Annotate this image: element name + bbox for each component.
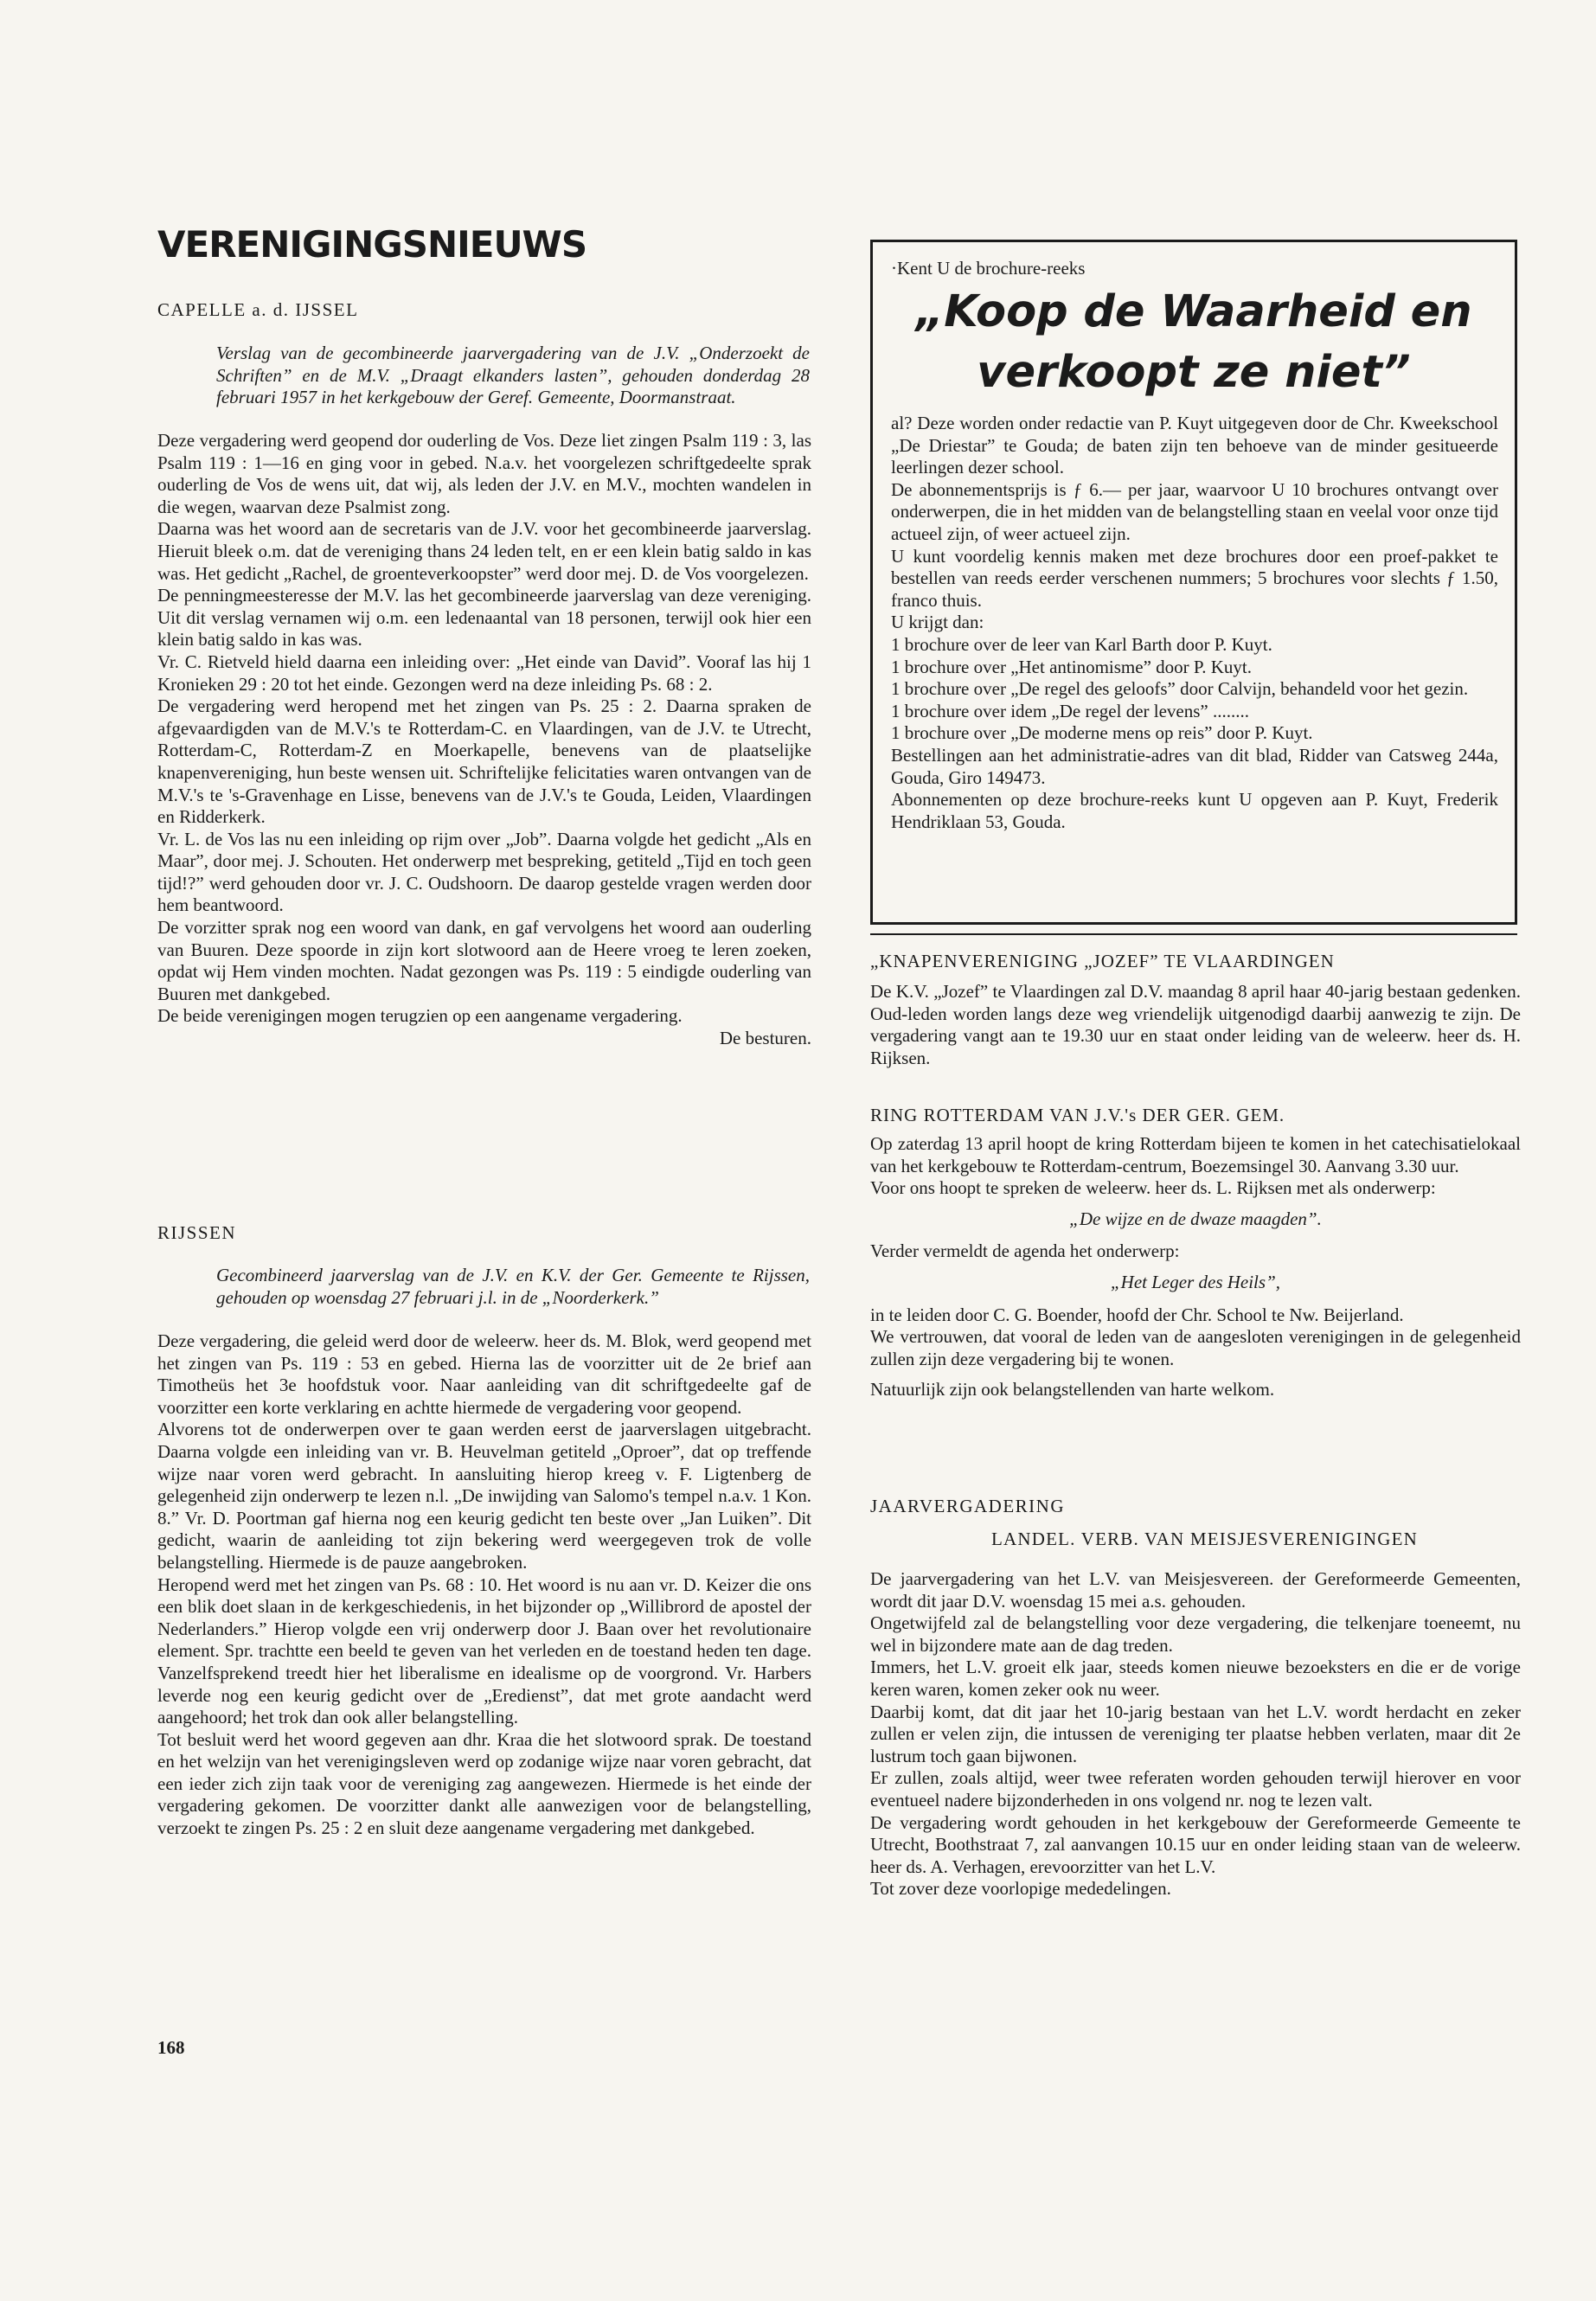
ring-paragraph: in te leiden door C. G. Boender, hoofd der Chr. School te Nw. Beijerland. [870,1304,1404,1325]
jaarvergadering-subheading: LANDEL. VERB. VAN MEISJESVERENIGINGEN [991,1529,1418,1549]
brochure-closing: Bestellingen aan het administratie-adres van dit blad, Ridder van Catsweg 244a, Gouda, Giro 149473. [891,744,1498,788]
ring-paragraph: Natuurlijk zijn ook belangstellenden van harte welkom. [870,1379,1275,1400]
brochure-item: 1 brochure over de leer van Karl Barth door P. Kuyt. [891,633,1272,655]
jaarvergadering-paragraph: De vergadering wordt gehouden in het kerkgebouw der Gereformeerde Gemeente te Utrecht, Boothstraat 7, zal aanvangen 10.15 uur en onder leiding staan van de weleerw. heer ds. A. Verhagen, erevoorzitter van het L.V. [870,1811,1521,1877]
capelle-paragraph: De beide verenigingen mogen terugzien op een aangename vergadering. [157,1005,683,1027]
ring-paragraph: Verder vermeldt de agenda het onderwerp: [870,1240,1180,1262]
jaarvergadering-body [870,1568,1521,1900]
brochure-paragraph: U kunt voordelig kennis maken met deze brochures door een proef-pakket te bestellen van reeds eerder verschenen nummers; 5 brochures voor slechts ƒ 1.50, franco thuis. [891,545,1498,611]
brochure-paragraph: U krijgt dan: [891,612,984,633]
ring-paragraph: Voor ons hoopt te spreken de weleerw. heer ds. L. Rijksen met als onderwerp: [870,1177,1436,1199]
ring-paragraph: We vertrouwen, dat vooral de leden van de aangesloten verenigingen in de gelegenheid zullen zijn deze vergadering bij te wonen. [870,1326,1521,1369]
ring-topic: „De wijze en de dwaze maagden”. [1069,1208,1322,1229]
jaarvergadering-paragraph: Daarbij komt, dat dit jaar het 10-jarig bestaan van het L.V. wordt herdacht en zeker zullen er velen zijn, die intussen de vereniging ter plaatse hebben verlaten, maar dit 2e lustrum toch gaan bijwonen. [870,1701,1521,1766]
rijssen-intro [216,1265,810,1309]
ring-paragraph: Op zaterdag 13 april hoopt de kring Rotterdam bijeen te komen in het catechisatielokaal van het kerkgebouw te Rotterdam-centrum, Boezemsingel 30. Aanvang 3.30 uur. [870,1133,1521,1176]
capelle-paragraph: Daarna was het woord aan de secretaris van de J.V. voor het gecombineerde jaarverslag. Hieruit bleek o.m. dat de vereniging thans 24 leden telt, en er een klein batig saldo in kas was. Het gedicht „Rachel, de groenteverkoopster” werd door mej. D. de Vos voorgelezen. [157,518,811,584]
brochure-item: 1 brochure over „De regel des geloofs” door Calvijn, behandeld voor het gezin. [891,678,1469,700]
jaarvergadering-heading: JAARVERGADERING [870,1496,1065,1516]
capelle-paragraph: De penningmeesteresse der M.V. las het gecombineerde jaarverslag van deze vereniging. Uit dit verslag vernamen wij o.m. een ledenaantal van 18 personen, terwijl ook hier een klein batig saldo in kas was. [157,585,811,651]
section-divider [870,933,1517,935]
rijssen-heading: RIJSSEN [157,1222,237,1243]
ring-heading: RING ROTTERDAM VAN J.V.'s DER GER. GEM. [870,1105,1285,1125]
knapen-heading: „KNAPENVERENIGING „JOZEF” TE VLAARDINGEN [870,951,1335,971]
ring-body [870,1133,1521,1401]
page-title: VERENIGINGSNIEUWS [157,223,587,266]
capelle-heading: CAPELLE a. d. IJSSEL [157,299,359,320]
capelle-intro-text: Verslag van de gecombineerde jaarvergadering van de J.V. „Onderzoekt de Schriften” en de M.V. „Draagt elkanders lasten”, gehouden donderdag 28 februari 1957 in het kerkgebouw der Geref. Gemeente, Doormanstraat. [216,343,810,408]
capelle-body [157,430,811,1050]
knapen-text: De K.V. „Jozef” te Vlaardingen zal D.V. maandag 8 april haar 40-jarig bestaan gedenken. Oud-leden worden langs deze weg vriendelijk uitgenodigd daarbij aanwezig te zijn. De vergadering vangt aan te 19.30 uur en staat onder leiding van de weleerw. heer ds. H. Rijksen. [870,981,1521,1068]
rijssen-intro-text: Gecombineerd jaarverslag van de J.V. en K.V. der Ger. Gemeente te Rijssen, gehouden op woensdag 27 februari j.l. in de „Noorderkerk.” [216,1265,810,1308]
brochure-item: 1 brochure over „De moderne mens op reis” door P. Kuyt. [891,722,1313,744]
page-number: 168 [157,2037,185,2058]
rijssen-paragraph: Alvorens tot de onderwerpen over te gaan werden eerst de jaarverslagen uitgebracht. Daarna volgde een inleiding van vr. B. Heuvelman getiteld „Oproer”, dat op treffende wijze naar voren werd gebracht. In aansluiting hierop kreeg v. F. Ligtenberg de gelegenheid zijn onderwerp te lezen n.l. „De inwijding van Salomo's tempel n.a.v. 1 Kon. 8.” Vr. D. Poortman gaf hierna nog een keurig gedicht ten beste over „Jan Luiken”. Dit gedicht, waarin de aanleiding tot zijn bekering werd weergegeven trok de volle belangstelling. Hiermede is de pauze aangebroken. [157,1419,811,1573]
brochure-title: „Koop de Waarheid en verkoopt ze niet” [915,286,1472,398]
jaarvergadering-paragraph: Immers, het L.V. groeit elk jaar, steeds komen nieuwe bezoeksters en die er de vorige keren waren, komen zeker ook nu weer. [870,1657,1521,1700]
jaarvergadering-paragraph: Ongetwijfeld zal de belangstelling voor deze vergadering, die telkenjare toeneemt, nu wel in bijzondere mate aan de dag treden. [870,1612,1521,1656]
rijssen-paragraph: Deze vergadering, die geleid werd door de weleerw. heer ds. M. Blok, werd geopend met het zingen van Ps. 119 : 53 en gebed. Hierna las de voorzitter uit de 2e brief aan Timotheüs het 3e hoofdstuk voor. Naar aanleiding van dit schriftgedeelte gaf de voorzitter een korte verklaring en achtte hiermede de vergadering voor geopend. [157,1330,811,1418]
capelle-intro [216,343,810,409]
rijssen-paragraph: Heropend werd met het zingen van Ps. 68 : 10. Het woord is nu aan vr. D. Keizer die ons een blik doet slaan in de kerkgeschiedenis, in het bijzonder op „Willibrord de apostel der Nederlanders.” Hierop volgde een vrij onderwerp door J. Baan over het revolutionaire element. Spr. trachtte een beeld te geven van het verleden en de toestand heden ten dage. Vanzelfsprekend treedt hier het liberalisme en idealisme op de voorgrond. Vr. Harbers leverde nog een keurig gedicht over de „Eredienst”, dat met grote aandacht werd aangehoord; het trok dan ook aller belangstelling. [157,1574,811,1728]
capelle-paragraph: Deze vergadering werd geopend dor ouderling de Vos. Deze liet zingen Psalm 119 : 3, las Psalm 119 : 1—16 en ging voor in gebed. N.a.v. het voorgelezen schriftgedeelte sprak ouderling de Vos de wens uit, dat wij, als leden der J.V. en M.V., mochten wandelen in die wegen, waarvan deze Psalmist zong. [157,430,811,517]
brochure-body [891,413,1498,833]
rijssen-paragraph: Tot besluit werd het woord gegeven aan dhr. Kraa die het slotwoord sprak. De toestand en het welzijn van het verenigingsleven werd op zodanige wijze naar voren gebracht, dat een ieder zich zijn taak voor de vereniging zag aangewezen. Hiermede is het einde der vergadering gekomen. De voorzitter dankt alle aanwezigen voor de belangstelling, verzoekt te zingen Ps. 25 : 2 en sluit deze aangename vergadering met dankgebed. [157,1728,811,1839]
brochure-lead: ·Kent U de brochure-reeks [891,258,1086,279]
brochure-paragraph: al? Deze worden onder redactie van P. Kuyt uitgegeven door de Chr. Kweekschool „De Driestar” te Gouda; de baten zijn ten behoeve van de minder gesitueerde leerlingen dezer school. [891,413,1498,478]
capelle-paragraph: De vergadering werd heropend met het zingen van Ps. 25 : 2. Daarna spraken de afgevaardigden van de M.V.'s te Rotterdam-C. en Vlaardingen, van de J.V. te Utrecht, Rotterdam-C, Rotterdam-Z en Moerkapelle, benevens van de plaatselijke knapenvereniging, hun beste wensen uit. Schriftelijke felicitaties waren ontvangen van de M.V.'s te 's-Gravenhage en Lisse, benevens van de J.V.'s te Gouda, Leiden, Vlaardingen en Ridderkerk. [157,695,811,828]
jaarvergadering-paragraph: De jaarvergadering van het L.V. van Meisjesvereen. der Gereformeerde Gemeenten, wordt dit jaar D.V. woensdag 15 mei a.s. gehouden. [870,1568,1521,1612]
jaarvergadering-paragraph: Er zullen, zoals altijd, weer twee referaten worden gehouden terwijl hierover en voor eventueel nadere bijzonderheden in ons volgend nr. nog te lezen valt. [870,1767,1521,1811]
brochure-closing: Abonnementen op deze brochure-reeks kunt U opgeven aan P. Kuyt, Frederik Hendriklaan 53, Gouda. [891,789,1498,832]
capelle-paragraph: Vr. C. Rietveld hield daarna een inleiding over: „Het einde van David”. Vooraf las hij 1 Kronieken 29 : 20 tot het einde. Gezongen werd na deze inleiding Ps. 68 : 2. [157,651,811,695]
ring-topic: „Het Leger des Heils”, [1111,1271,1280,1292]
capelle-signature: De besturen. [719,1028,811,1049]
brochure-item: 1 brochure over „Het antinomisme” door P. Kuyt. [891,656,1252,677]
knapen-body [870,981,1521,1069]
jaarvergadering-paragraph: Tot zover deze voorlopige mededelingen. [870,1878,1171,1900]
brochure-paragraph: De abonnementsprijs is ƒ 6.— per jaar, waarvoor U 10 brochures ontvangt over onderwerpen, die in het midden van de belangstelling staan en veelal voor onze tijd actueel zijn, of weer actueel zijn. [891,478,1498,544]
rijssen-body [157,1330,811,1840]
brochure-item: 1 brochure over idem „De regel der levens” ........ [891,700,1249,721]
capelle-paragraph: Vr. L. de Vos las nu een inleiding op rijm over „Job”. Daarna volgde het gedicht „Als en Maar”, door mej. J. Schouten. Het onderwerp met bespreking, getiteld „Tijd en toch geen tijd!?” werd gehouden door vr. J. C. Oudshoorn. De daarop gestelde vragen werden door hem beantwoord. [157,828,811,916]
capelle-paragraph: De vorzitter sprak nog een woord van dank, en gaf vervolgens het woord aan ouderling van Buuren. Deze spoorde in zijn kort slotwoord aan de Heere vroeg te leren zoeken, opdat wij Hem vinden mochten. Nadat gezongen was Ps. 119 : 5 eindigde ouderling van Buuren met dankgebed. [157,917,811,1004]
